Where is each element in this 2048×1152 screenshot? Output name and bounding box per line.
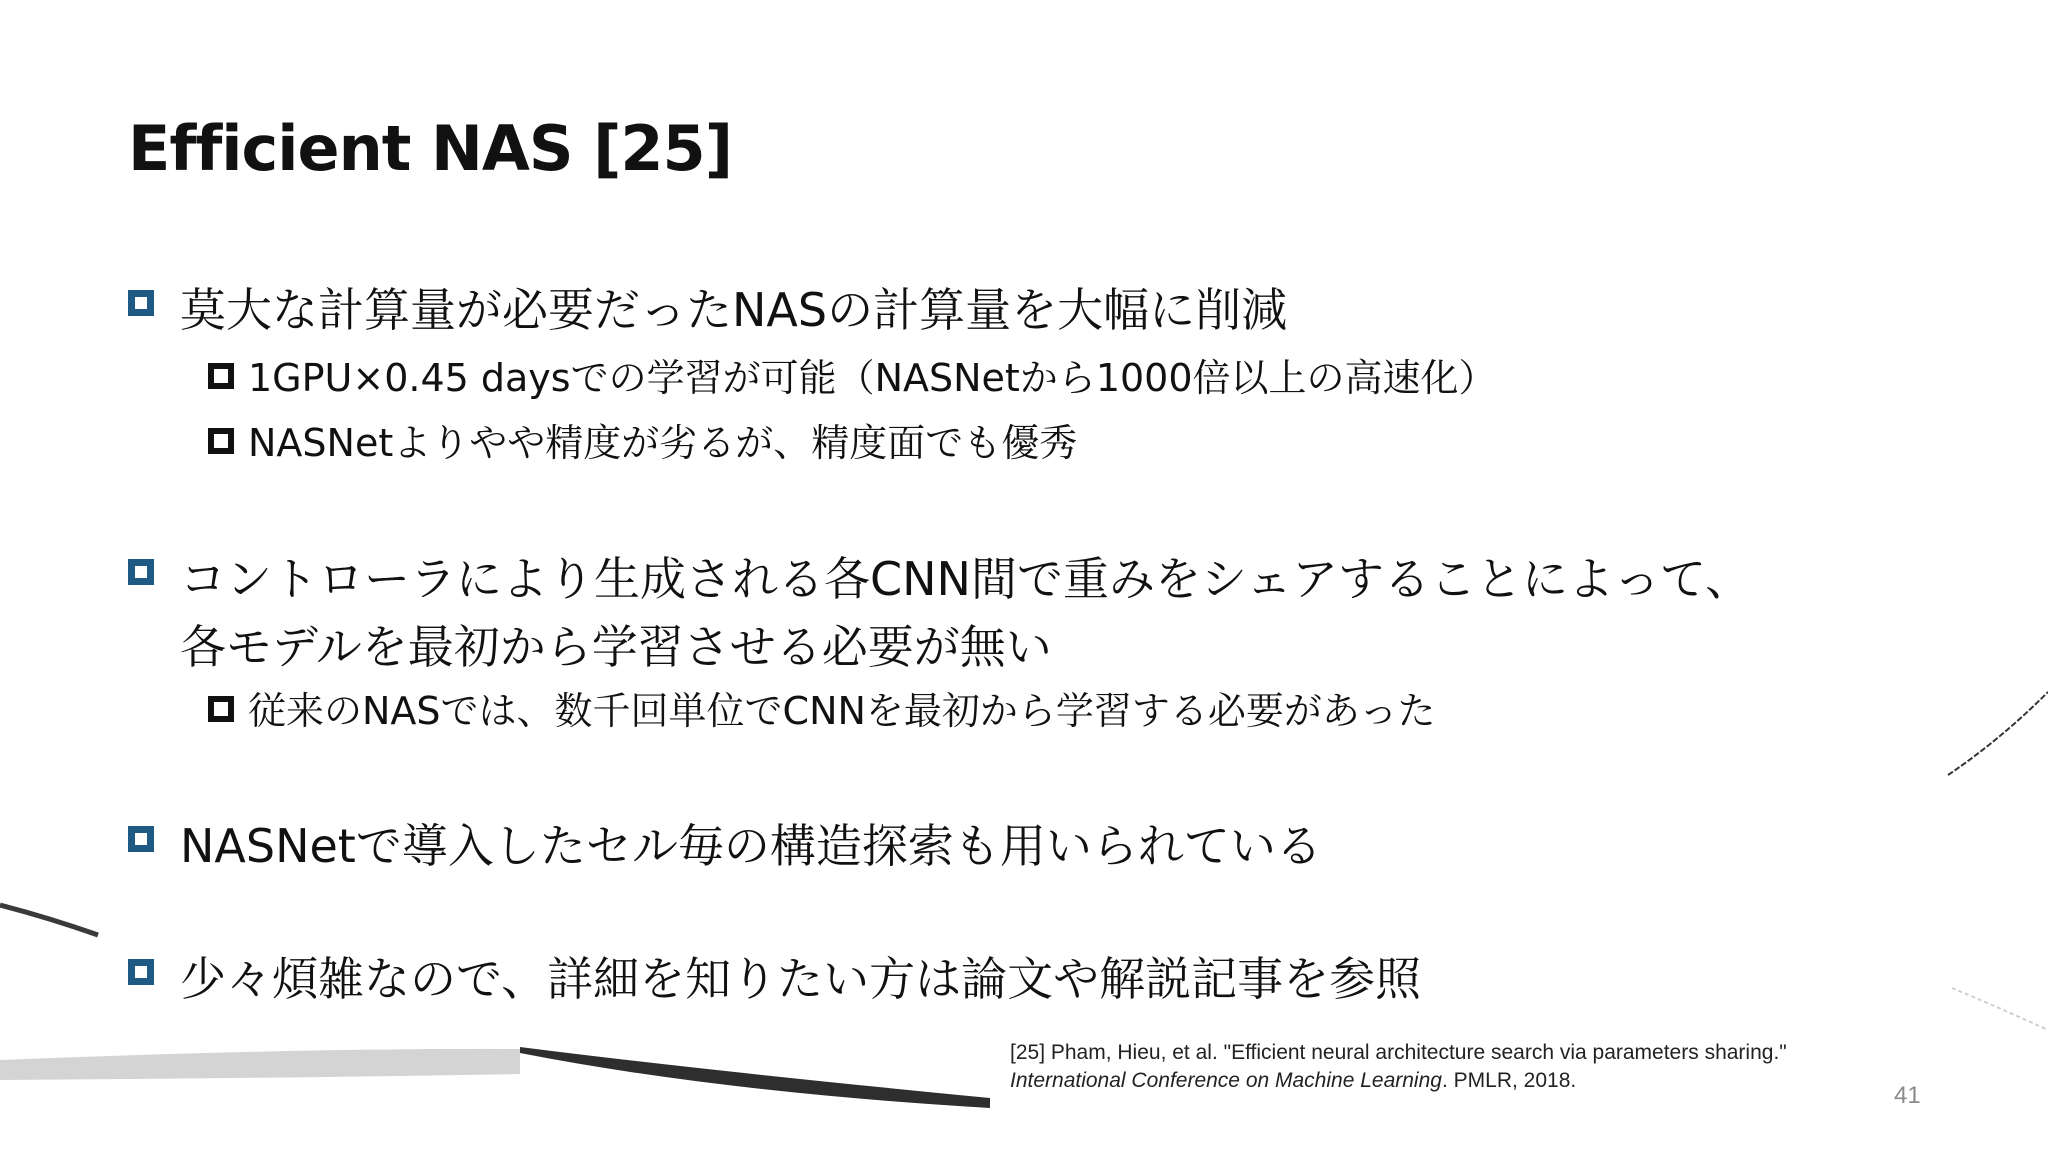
- bullet-2-line-2: 各モデルを最初から学習させる必要が無い: [180, 620, 1052, 674]
- bullet-1: [128, 276, 1287, 344]
- bullet-1-sub-1-text: 1GPU×0.45 daysでの学習が可能（NASNetから1000倍以上の高速化）: [248, 356, 1497, 400]
- bullet-3: [128, 812, 1322, 880]
- slide-title: Efficient NAS [25]: [128, 112, 733, 185]
- square-bullet-icon: [208, 696, 234, 722]
- bullet-2-text: [180, 545, 1751, 681]
- page-number: 41: [1894, 1082, 1921, 1109]
- bullet-1-text: 莫大な計算量が必要だったNASの計算量を大幅に削減: [180, 283, 1288, 337]
- square-bullet-icon: [128, 559, 154, 585]
- decor-stroke-left-dark: [0, 905, 98, 935]
- bullet-4-text: 少々煩雑なので、詳細を知りたい方は論文や解説記事を参照: [180, 952, 1422, 1006]
- bullet-2: [128, 545, 1751, 681]
- reference-venue: International Conference on Machine Learning: [1010, 1069, 1442, 1092]
- decor-stroke-right-light: [1952, 988, 2048, 1030]
- decor-stroke-bottom-gray: [0, 1049, 520, 1080]
- decor-stroke-right-dark: [1948, 692, 2048, 775]
- square-bullet-icon: [128, 959, 154, 985]
- reference-citation: [1010, 1039, 1810, 1095]
- bullet-3-text: NASNetで導入したセル毎の構造探索も用いられている: [180, 819, 1322, 873]
- bullet-2-line-1: コントローラにより生成される各CNN間で重みをシェアすることによって、: [180, 552, 1752, 606]
- square-bullet-icon: [128, 826, 154, 852]
- square-bullet-icon: [208, 428, 234, 454]
- square-bullet-icon: [128, 290, 154, 316]
- bullet-1-sub-2-text: NASNetよりやや精度が劣るが、精度面でも優秀: [248, 421, 1078, 465]
- bullet-2-sub-1-text: 従来のNASでは、数千回単位でCNNを最初から学習する必要があった: [248, 689, 1436, 733]
- reference-part-2: . PMLR, 2018.: [1441, 1069, 1577, 1092]
- bullet-2-sub-1: [208, 686, 1436, 736]
- bullet-4: [128, 945, 1421, 1013]
- bullet-1-sub-1: [208, 353, 1497, 403]
- reference-part-1: [25] Pham, Hieu, et al. "Efficient neural architecture search via parameters sharing.": [1010, 1041, 1787, 1064]
- square-bullet-icon: [208, 363, 234, 389]
- bullet-1-sub-2: [208, 418, 1077, 468]
- decor-stroke-bottom-dark: [520, 1047, 990, 1108]
